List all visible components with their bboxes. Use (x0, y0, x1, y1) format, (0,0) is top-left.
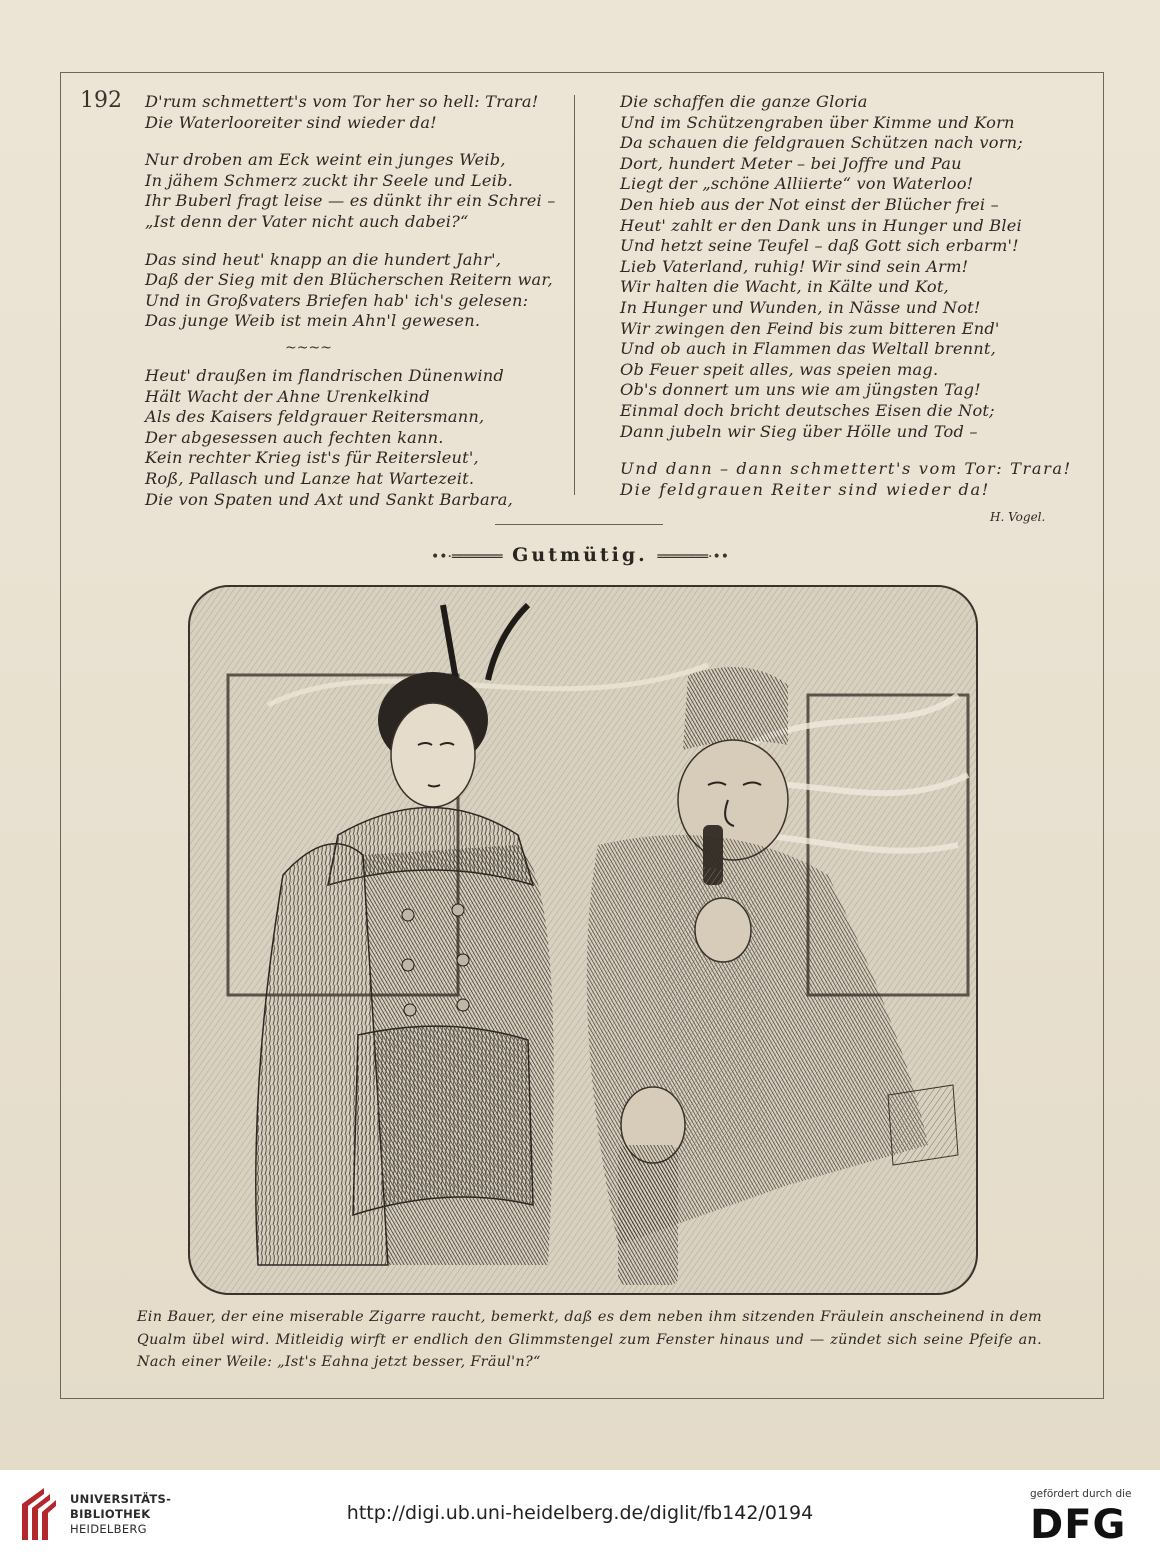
poem-line: Und ob auch in Flammen das Weltall brennt, (620, 339, 996, 359)
cartoon-title (0, 544, 1160, 566)
poem-line: Und hetzt seine Teufel – daß Gott sich erbarm'! (620, 236, 1019, 256)
poem-line: Da schauen die feldgrauen Schützen nach vorn; (620, 133, 1023, 153)
poem-line: In jähem Schmerz zuckt ihr Seele und Leib. (145, 170, 513, 190)
poem-line: Wir zwingen den Feind bis zum bitteren End' (620, 318, 1000, 338)
poem-line: In Hunger und Wunden, in Nässe und Not! (620, 297, 981, 317)
title-ornament-left: ••·══════ (431, 549, 503, 565)
poem-line: Dort, hundert Meter – bei Joffre und Pau (620, 153, 962, 173)
cartoon-title-text: Gutmütig. (512, 544, 648, 566)
poem-line: Als des Kaisers feldgrauer Reitersmann, (145, 407, 485, 427)
poem-right-column (620, 92, 1072, 500)
poem-line: Ob Feuer speit alles, was speien mag. (620, 359, 939, 379)
poem-line: Ihr Buberl fragt leise — es dünkt ihr ein Schrei – (145, 191, 556, 211)
library-line-3: HEIDELBERG (70, 1522, 147, 1536)
poem-line: Und im Schützengraben über Kimme und Korn (620, 112, 1015, 132)
stanza-3 (145, 250, 565, 332)
poem-line: Liegt der „schöne Alliierte“ von Waterloo! (620, 174, 974, 194)
permalink-url[interactable]: http://digi.ub.uni-heidelberg.de/diglit/fb142/0194 (346, 1502, 814, 1524)
library-line-2: BIBLIOTHEK (70, 1507, 151, 1521)
poem-line: Dann jubeln wir Sieg über Hölle und Tod – (620, 421, 978, 441)
stanza-5 (620, 92, 1040, 442)
poem-left-column (145, 92, 565, 510)
poem-line: Wir halten die Wacht, in Kälte und Kot, (620, 277, 949, 297)
poem-line: Lieb Vaterland, ruhig! Wir sind sein Arm! (620, 256, 969, 276)
poem-line: Das sind heut' knapp an die hundert Jahr', (145, 249, 502, 269)
poem-line: Hält Wacht der Ahne Urenkelkind (145, 386, 430, 406)
dfg-logo[interactable]: DFG (1030, 1502, 1127, 1548)
poem-line: Kein rechter Krieg ist's für Reitersleut', (145, 448, 479, 468)
poem-line: Daß der Sieg mit den Blücherschen Reitern war, (145, 270, 553, 290)
page-number: 192 (80, 88, 122, 113)
cartoon-caption: Ein Bauer, der eine miserable Zigarre raucht, bemerkt, daß es dem neben ihm sitzenden Fräulein anscheinend in dem Qualm übel wird. Mitleidig wirft er endlich den Glimmstengel zum Fenster hinaus und — zündet sich seine Pfeife an. Nach einer Weile: „Ist's Eahna jetzt besser, Fräul'n?“ (137, 1309, 1042, 1370)
poem-line: Nur droben am Eck weint ein junges Weib, (145, 150, 506, 170)
poem-line: Die von Spaten und Axt und Sankt Barbara, (145, 489, 513, 509)
poem-line: Einmal doch bricht deutsches Eisen die Not; (620, 400, 995, 420)
stanza-2 (145, 150, 565, 232)
footer-bar (0, 1470, 1160, 1561)
poem-line: Die schaffen die ganze Gloria (620, 92, 868, 111)
stanza-4 (145, 366, 565, 510)
library-line-1: UNIVERSITÄTS- (70, 1492, 172, 1506)
poem-line: Heut' draußen im flandrischen Dünenwind (145, 365, 504, 385)
poem-author: H. Vogel. (990, 510, 1046, 524)
stanza-6 (620, 459, 1072, 500)
poem-line: Der abgesessen auch fechten kann. (145, 427, 444, 447)
poem-line: Ob's donnert um uns wie am jüngsten Tag! (620, 380, 981, 400)
poem-line: D'rum schmettert's vom Tor her so hell: Trara! (145, 92, 539, 111)
stanza-ornament: ~~~~ (285, 340, 332, 356)
funding-note: gefördert durch die (1030, 1488, 1132, 1500)
cartoon-illustration (188, 585, 978, 1295)
column-divider (574, 95, 575, 495)
poem-line: Die feldgrauen Reiter sind wieder da! (620, 479, 990, 499)
section-divider (495, 524, 663, 525)
poem-line: Heut' zahlt er den Dank uns in Hunger und Blei (620, 215, 1022, 235)
poem-line: Die Waterlooreiter sind wieder da! (145, 112, 437, 132)
title-ornament-right: ══════·•• (657, 549, 729, 565)
poem-line: Das junge Weib ist mein Ahn'l gewesen. (145, 311, 481, 331)
stanza-1 (145, 92, 565, 133)
poem-line: Und in Großvaters Briefen hab' ich's gelesen: (145, 290, 529, 310)
poem-line: Den hieb aus der Not einst der Blücher frei – (620, 194, 999, 214)
poem-line: „Ist denn der Vater nicht auch dabei?“ (145, 211, 469, 231)
poem-line: Und dann – dann schmettert's vom Tor: Trara! (620, 459, 1072, 479)
poem-line: Roß, Pallasch und Lanze hat Wartezeit. (145, 468, 475, 488)
